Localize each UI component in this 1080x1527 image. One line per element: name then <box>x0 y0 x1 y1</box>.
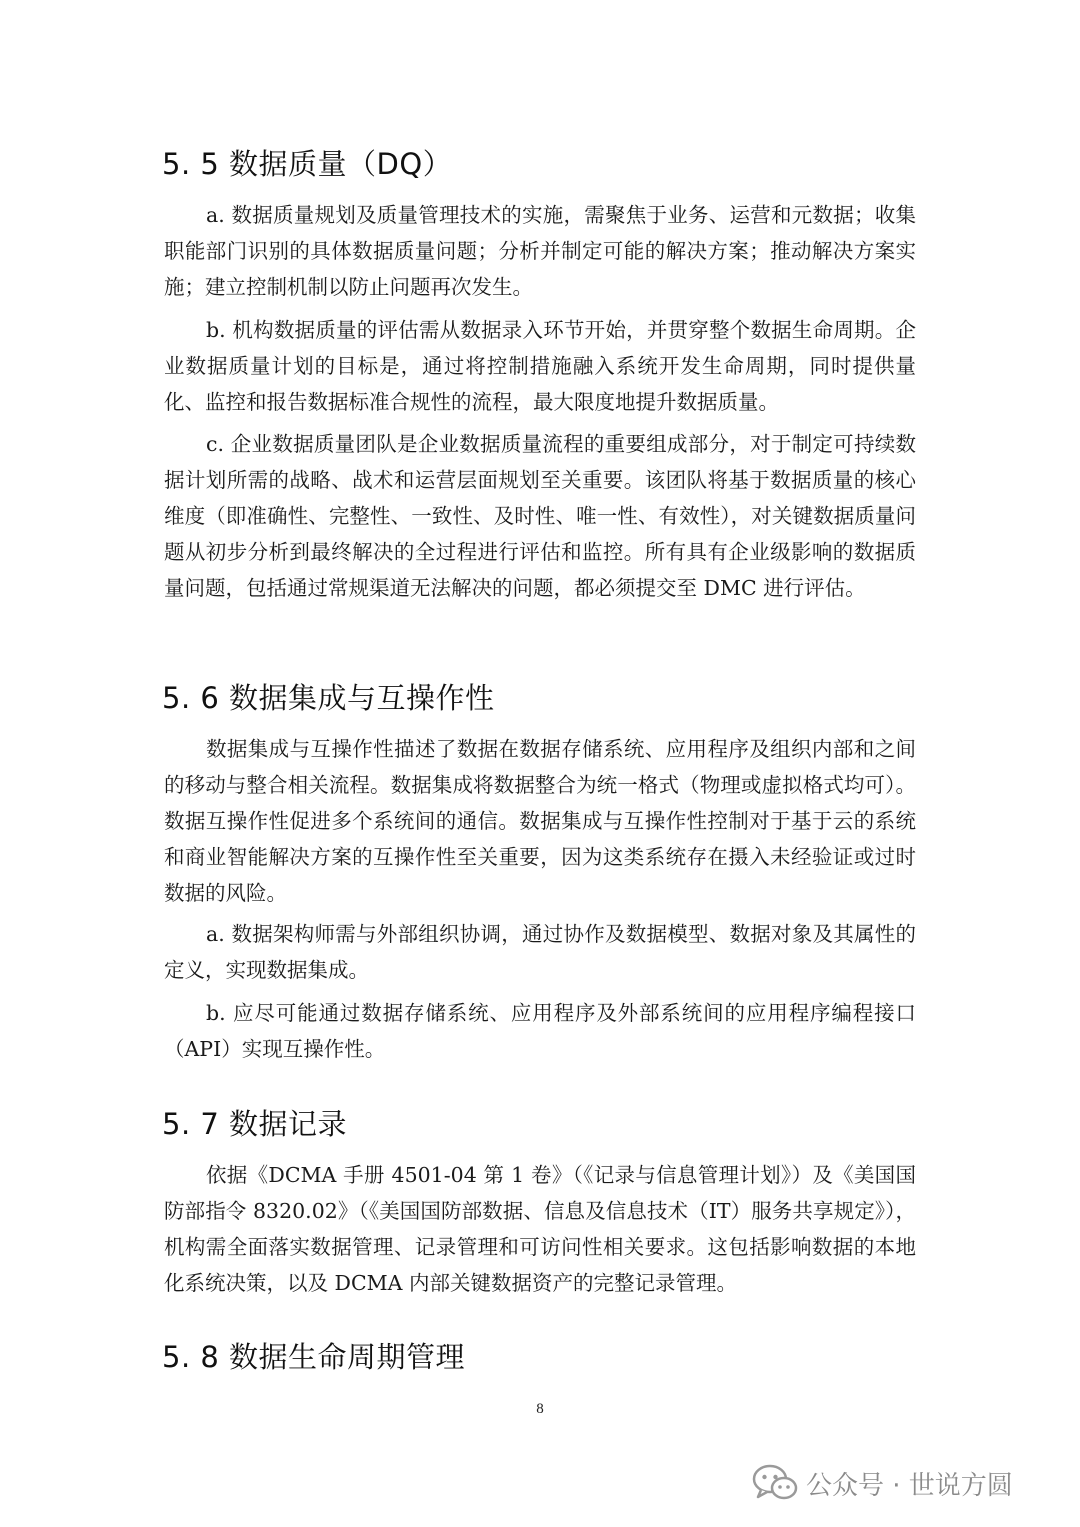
watermark <box>752 1463 1013 1503</box>
page-number: 8 <box>536 1401 544 1417</box>
section-heading-5-5: 5. 5 数据质量（DQ） <box>162 147 453 181</box>
paragraph-5-6-intro: 数据集成与互操作性描述了数据在数据存储系统、应用程序及组织内部和之间的移动与整合相关流程。数据集成将数据整合为统一格式（物理或虚拟格式均可）。数据互操作性促进多个系统间的通信。数据集成与互操作性控制对于基于云的系统和商业智能解决方案的互操作性至关重要，因为这类系统存在摄入未经验证或过时数据的风险。 <box>164 737 916 905</box>
section-heading-5-8: 5. 8 数据生命周期管理 <box>162 1340 466 1374</box>
section-heading-5-6: 5. 6 数据集成与互操作性 <box>162 681 495 715</box>
wechat-icon <box>752 1463 798 1503</box>
watermark-text: 公众号 · 世说方圆 <box>806 1470 1013 1501</box>
paragraph-5-5-a: a. 数据质量规划及质量管理技术的实施，需聚焦于业务、运营和元数据；收集职能部门识别的具体数据质量问题；分析并制定可能的解决方案；推动解决方案实施；建立控制机制以防止问题再次发生。 <box>164 203 916 299</box>
paragraph-5-5-b: b. 机构数据质量的评估需从数据录入环节开始，并贯穿整个数据生命周期。企业数据质量计划的目标是，通过将控制措施融入系统开发生命周期，同时提供量化、监控和报告数据标准合规性的流程，最大限度地提升数据质量。 <box>164 318 916 414</box>
section-heading-5-7: 5. 7 数据记录 <box>162 1107 348 1141</box>
paragraph-5-5-c: c. 企业数据质量团队是企业数据质量流程的重要组成部分，对于制定可持续数据计划所需的战略、战术和运营层面规划至关重要。该团队将基于数据质量的核心维度（即准确性、完整性、一致性、及时性、唯一性、有效性），对关键数据质量问题从初步分析到最终解决的全过程进行评估和监控。所有具有企业级影响的数据质量问题，包括通过常规渠道无法解决的问题，都必须提交至 DMC 进行评估。 <box>164 432 916 600</box>
paragraph-5-7: 依据《DCMA 手册 4501-04 第 1 卷》（《记录与信息管理计划》）及《美国国防部指令 8320.02》（《美国国防部数据、信息及信息技术（IT）服务共享规定》），机构需全面落实数据管理、记录管理和可访问性相关要求。这包括影响数据的本地化系统决策，以及 DCMA 内部关键数据资产的完整记录管理。 <box>164 1163 916 1295</box>
paragraph-5-6-a: a. 数据架构师需与外部组织协调，通过协作及数据模型、数据对象及其属性的定义，实现数据集成。 <box>164 922 916 982</box>
paragraph-5-6-b: b. 应尽可能通过数据存储系统、应用程序及外部系统间的应用程序编程接口（API）实现互操作性。 <box>164 1001 916 1061</box>
